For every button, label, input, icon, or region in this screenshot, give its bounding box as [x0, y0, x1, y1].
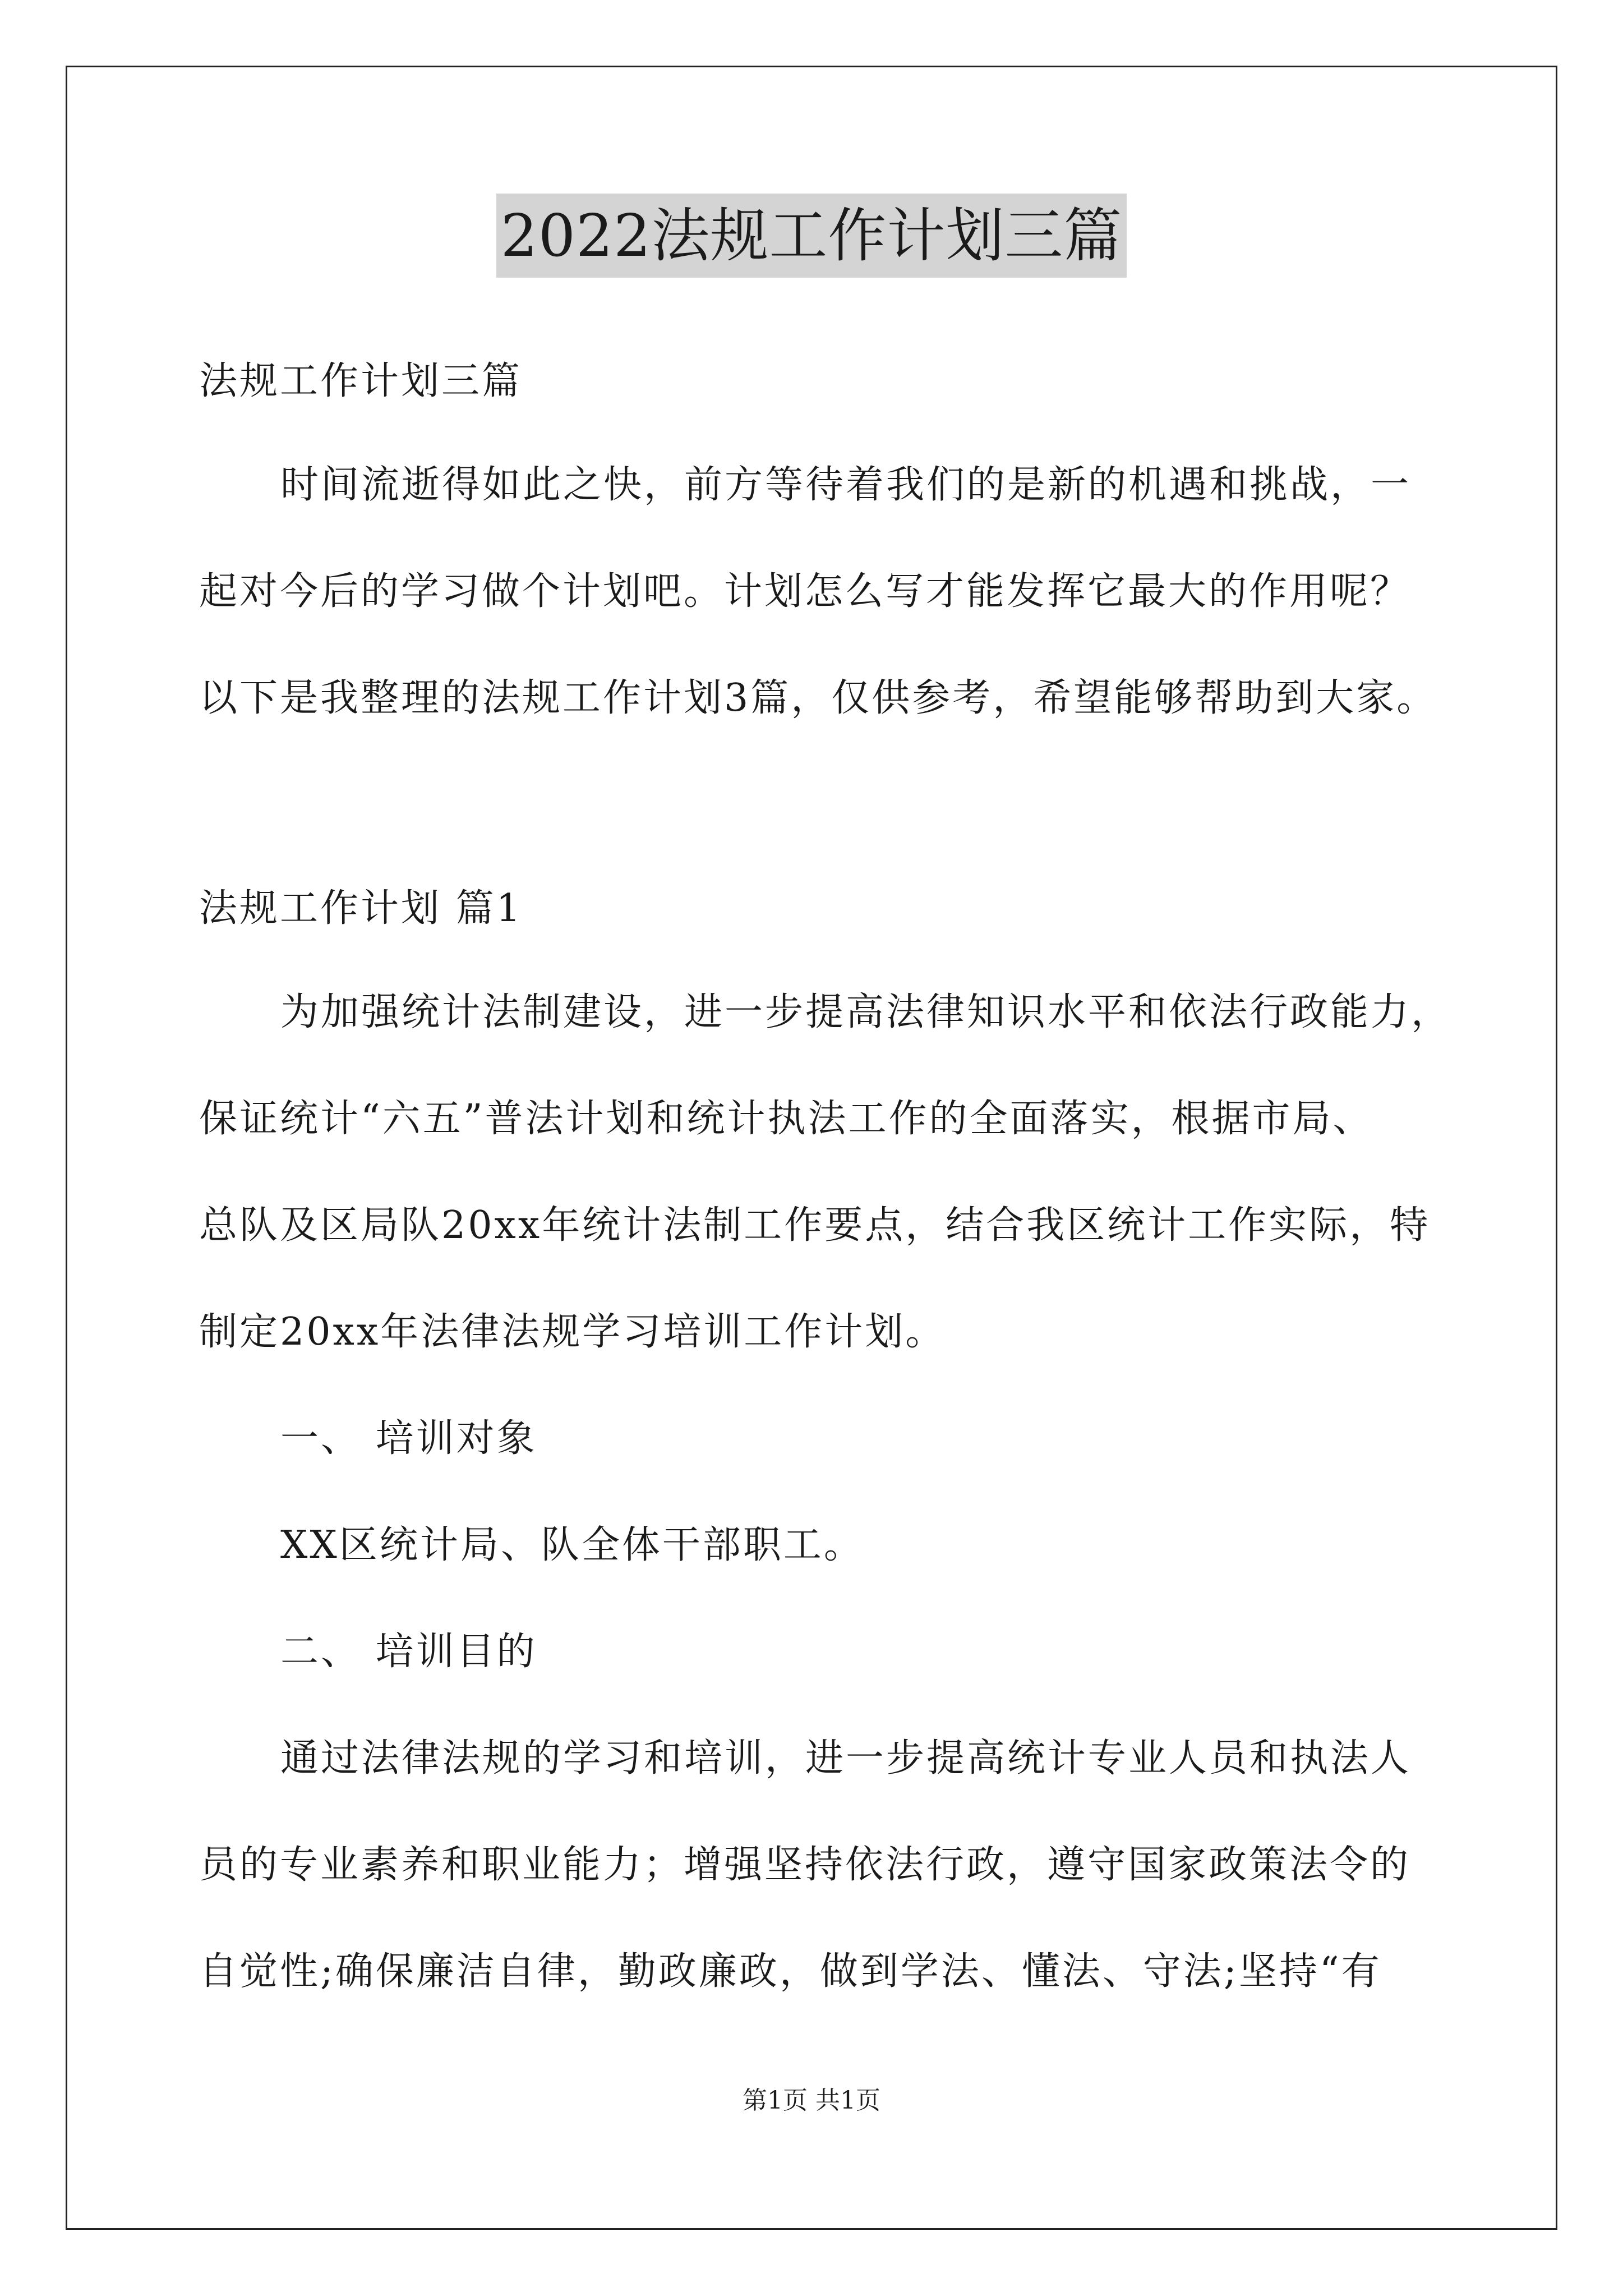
paragraph-2-line-1: 通过法律法规的学习和培训，进一步提高统计专业人员和执法人	[280, 1736, 1412, 1780]
section-heading: 法规工作计划 篇1	[199, 886, 523, 931]
intro-line-3: 以下是我整理的法规工作计划3篇，仅供参考，希望能够帮助到大家。	[199, 676, 1437, 720]
paragraph-1-line-2: 保证统计“六五”普法计划和统计执法工作的全面落实，根据市局、	[199, 1097, 1373, 1141]
document-subtitle: 法规工作计划三篇	[199, 359, 523, 403]
document-title: 2022法规工作计划三篇	[496, 194, 1127, 278]
intro-line-2: 起对今后的学习做个计划吧。计划怎么写才能发挥它最大的作用呢？	[199, 569, 1411, 614]
paragraph-1-line-3: 总队及区局队20xx年统计法制工作要点，结合我区统计工作实际，特	[199, 1203, 1431, 1248]
item-2-heading: 二、 培训目的	[280, 1630, 537, 1674]
intro-line-1: 时间流逝得如此之快，前方等待着我们的是新的机遇和挑战，一	[280, 463, 1412, 507]
item-1-text: XX区统计局、队全体干部职工。	[280, 1523, 864, 1567]
paragraph-1-line-1: 为加强统计法制建设，进一步提高法律知识水平和依法行政能力，	[280, 990, 1452, 1034]
item-1-heading: 一、 培训对象	[280, 1416, 537, 1461]
paragraph-2-line-2: 员的专业素养和职业能力；增强坚持依法行政，遵守国家政策法令的	[199, 1843, 1411, 1887]
page-footer: 第1页 共1页	[743, 2086, 880, 2115]
paragraph-1-line-4: 制定20xx年法律法规学习培训工作计划。	[199, 1310, 946, 1354]
title-container	[0, 194, 1623, 278]
paragraph-2-line-3: 自觉性;确保廉洁自律，勤政廉政，做到学法、懂法、守法;坚持“有	[199, 1949, 1382, 1994]
